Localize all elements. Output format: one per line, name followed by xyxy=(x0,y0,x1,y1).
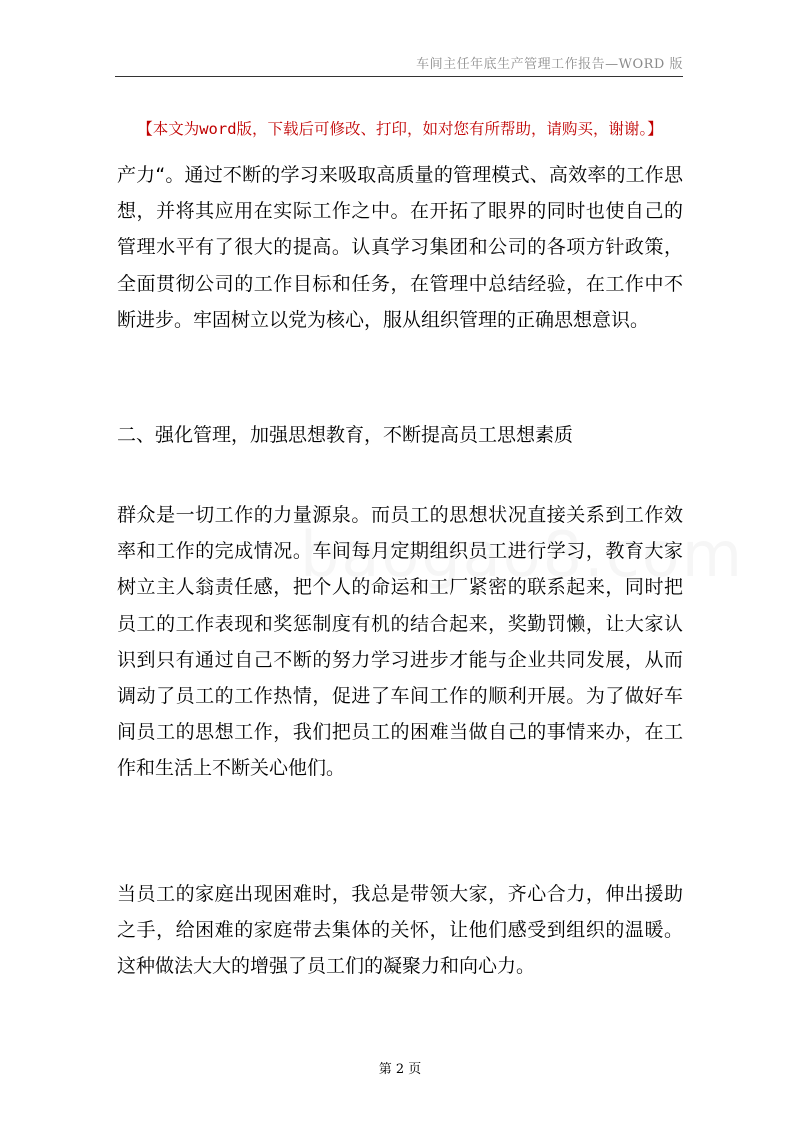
page-number: 第 2 页 xyxy=(378,1062,422,1077)
paragraph-text: 当员工的家庭出现困难时，我总是带领大家，齐心合力，伸出援助之手，给困难的家庭带去集体的关怀，让他们感受到组织的温暖。这种做法大大的增强了员工们的凝聚力和向心力。 xyxy=(117,883,683,978)
running-header: 车间主任年底生产管理工作报告—WORD 版 xyxy=(416,57,683,72)
paragraph-text: 群众是一切工作的力量源泉。而员工的思想状况直接关系到工作效率和工作的完成情况。车间每月定期组织员工进行学习，教育大家树立主人翁责任感，把个人的命运和工厂紧密的联系起来，同时把员工的工作表现和奖惩制度有机的结合起来，奖勤罚懒，让大家认识到只有通过自己不断的努力学习进步才能与企业共同发展，从而调动了员工的工作热情，促进了车间工作的顺利开展。为了做好车间员工的思想工作，我们把员工的困难当做自己的事情来办，在工作和生活上不断关心他们。 xyxy=(117,504,683,780)
paragraph-text: 产力“。通过不断的学习来吸取高质量的管理模式、高效率的工作思想，并将其应用在实际工作之中。在开拓了眼界的同时也使自己的管理水平有了很大的提高。认真学习集团和公司的各项方针政策，全面贯彻公司的工作目标和任务，在管理中总结经验，在工作中不断进步。牢固树立以党为核心，服从组织管理的正确思想意识。 xyxy=(117,164,683,331)
section-heading-text: 二、强化管理，加强思想教育，不断提高员工思想素质 xyxy=(117,424,574,446)
paragraph-3 xyxy=(117,876,683,985)
header-divider xyxy=(115,76,683,77)
paragraph-2 xyxy=(117,497,683,787)
paragraph-1 xyxy=(117,157,683,338)
download-notice: 【本文为word版，下载后可修改、打印，如对您有所帮助，请购买，谢谢。】 xyxy=(137,120,663,138)
section-heading-2 xyxy=(117,417,683,453)
